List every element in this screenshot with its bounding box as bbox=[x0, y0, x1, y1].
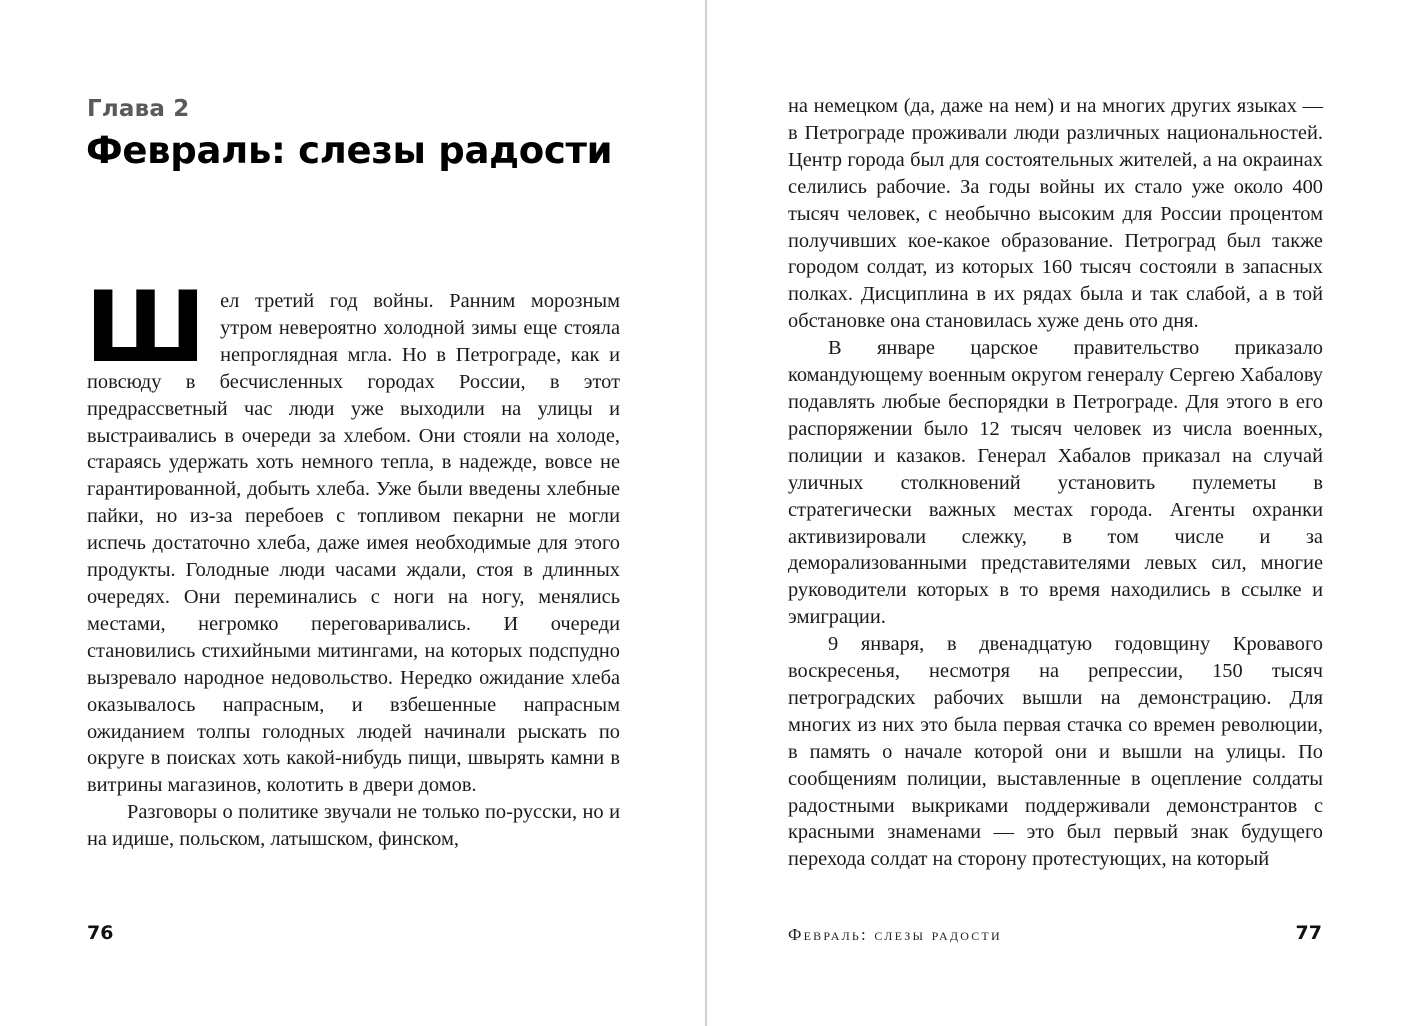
left-page bbox=[0, 0, 704, 1026]
page-number-right: 77 bbox=[1295, 922, 1322, 944]
page-number-left: 76 bbox=[87, 922, 114, 944]
left-body-text bbox=[85, 271, 620, 853]
right-page bbox=[707, 0, 1410, 1026]
running-head: Февраль: слезы радости bbox=[788, 925, 1002, 944]
drop-cap: Ш bbox=[85, 271, 205, 385]
right-body-text bbox=[788, 93, 1323, 873]
left-paragraph-1 bbox=[85, 271, 620, 799]
left-paragraph-2: Разговоры о политике звучали не только по-русски, но и на идише, польском, латышском, финском, bbox=[87, 801, 620, 851]
chapter-title: Февраль: слезы радости bbox=[86, 129, 613, 172]
left-paragraph-1-text: ел третий год войны. Ранним морозным утром невероятно холодной зимы еще стояла непроглядная мгла. Но в Петрограде, как и повсюду в бесчисленных городах России, в этот предрассветный час люди уже выходили на улицы и выстраивались в очереди за хлебом. Они стояли на холоде, стараясь удержать хоть немного тепла, в надежде, вовсе не гарантированной, добыть хлеба. Уже были введены хлебные пайки, но из-за перебоев с топливом пекарни не могли испечь достаточно хлеба, даже имея необходимые для этого продукты. Голодные люди часами ждали, стоя в длинных очередях. Они переминались с ноги на ногу, менялись местами, негромко переговаривались. И очереди становились стихийными митингами, на которых подспудно вызревало народное недовольство. Нередко ожидание хлеба оказывалось напрасным, и взбешенные напрасным ожиданием толпы голодных людей начинали рыскать по округе в поисках хоть какой-нибудь пищи, швырять камни в витрины магазинов, колотить в двери домов. bbox=[87, 290, 620, 797]
right-paragraph-3: 9 января, в двенадцатую годовщину Кровавого воскресенья, несмотря на репрессии, 150 тысяч петроградских рабочих вышли на демонстрацию. Для многих из них это была первая стачка со времен революции, в память о начале которой они и вышли на улицы. По сообщениям полиции, выставленные в оцепление солдаты радостными выкриками поддерживали демонстрантов с красными знаменами — это был первый знак будущего перехода солдат на сторону протестующих, на который bbox=[788, 633, 1323, 871]
right-paragraph-1: на немецком (да, даже на нем) и на многих других языках — в Петрограде проживали люди различных национальностей. Центр города был для состоятельных жителей, а на окраинах селились рабочие. За годы войны их стало уже около 400 тысяч человек, с необычно высоким для России процентом получивших кое-какое образование. Петроград был также городом солдат, из которых 160 тысяч состояли в запасных полках. Дисциплина в их рядах была и так слабой, а в той обстановке она становилась хуже день ото дня. bbox=[788, 95, 1323, 333]
right-paragraph-2: В январе царское правительство приказало командующему военным округом генералу Сергею Хабалову подавлять любые беспорядки в Петрограде. Для этого в его распоряжении было 12 тысяч человек из числа военных, полиции и казаков. Генерал Хабалов приказал на случай уличных столкновений установить пулеметы в стратегически важных местах города. Агенты охранки активизировали слежку, в том числе и за деморализованными представителями левых сил, многие руководители которых в то время находились в ссылке и эмиграции. bbox=[788, 337, 1323, 629]
chapter-label: Глава 2 bbox=[87, 96, 190, 122]
